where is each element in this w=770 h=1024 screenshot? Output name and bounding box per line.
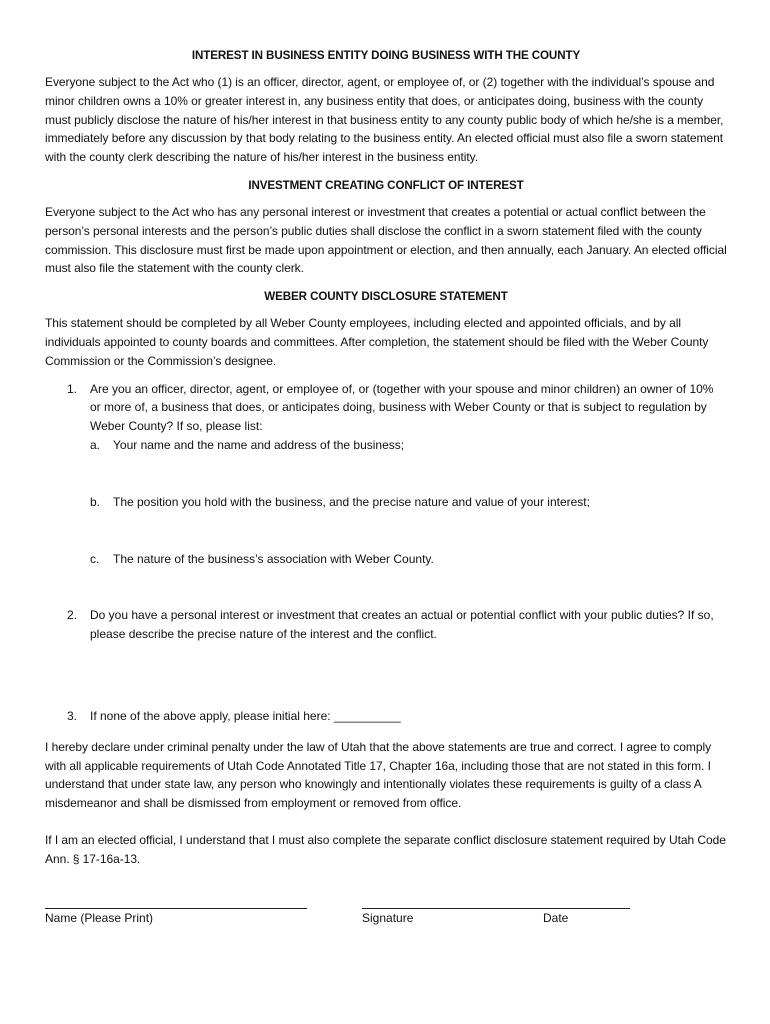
question-text: Are you an officer, director, agent, or employee of, or (together with your spouse and minor children) an owner of 10% or more of, a business that does, or anticipates doing, business with Weber County or that is subject to regulation by Weber County? If so, please list:: [90, 381, 714, 434]
section-body-conflict: Everyone subject to the Act who has any personal interest or investment that creates a potential or actual conflict between the person’s personal interests and the person’s public duties shall disclose the conflict in a sworn statement filed with the county commission. This disclosure must first be made upon appointment or election, and then annually, each January. An elected official must also file the statement with the county clerk.: [45, 204, 727, 276]
question-1-sub-c[interactable]: [90, 550, 727, 569]
section-heading-conflict: INVESTMENT CREATING CONFLICT OF INTEREST: [248, 178, 524, 192]
sub-text: Your name and the name and address of the business;: [113, 437, 405, 452]
sub-text: The position you hold with the business, and the precise nature and value of your interest;: [113, 494, 590, 509]
name-signature-line[interactable]: [45, 896, 307, 909]
question-1: [45, 380, 727, 569]
question-text: If none of the above apply, please initial here: __________: [90, 708, 401, 723]
section-heading-disclosure: WEBER COUNTY DISCLOSURE STATEMENT: [264, 290, 508, 304]
declaration-text: I hereby declare under criminal penalty under the law of Utah that the above statements are true and correct. I agree to comply with all applicable requirements of Utah Code Annotated Title 17, Chapter 16a, including those that are not stated in this form. I understand that under state law, any person who knowingly and intentionally violates these requirements is guilty of a class A misdemeanor and shall be dismissed from employment or removed from office.: [45, 739, 712, 811]
signature-block: [45, 896, 727, 936]
question-list: [45, 380, 727, 726]
sub-label: a.: [90, 437, 101, 452]
question-1-sub-a[interactable]: [90, 436, 727, 455]
sub-label: c.: [90, 551, 100, 566]
signature-label: Signature: [362, 910, 414, 925]
sub-label: b.: [90, 494, 101, 509]
section-body-disclosure: This statement should be completed by all Weber County employees, including elected and appointed officials, and by all individuals appointed to county boards and committees. After completion, the statement should be filed with the Weber County Commission or the Commission’s designee.: [45, 316, 709, 368]
name-label: Name (Please Print): [45, 910, 154, 925]
question-number: 3.: [67, 708, 78, 723]
question-text: Do you have a personal interest or investment that creates an actual or potential conflict with your public duties? If so, please describe the precise nature of the interest and the conflict.: [90, 608, 714, 642]
section-heading-business-entity: INTEREST IN BUSINESS ENTITY DOING BUSINESS WITH THE COUNTY: [191, 49, 581, 62]
question-number: 2.: [67, 608, 78, 623]
section-body-business-entity: Everyone subject to the Act who (1) is an officer, director, agent, or employee of, or (2) together with the individual’s spouse and minor children owns a 10% or greater interest in, any business entity that does, or anticipates doing, business with the county must publicly disclose the nature of his/her interest in that business entity to any county public body of which he/she is a member, immediately before any discussion by that body relating to the business entity. An elected official must also file a sworn statement with the county clerk describing the nature of his/her interest in the business entity.: [45, 75, 724, 165]
question-2[interactable]: [45, 606, 727, 644]
date-label: Date: [543, 910, 569, 925]
disclosure-form: [45, 47, 727, 936]
question-3-initial[interactable]: [45, 707, 727, 726]
signature-line[interactable]: [362, 896, 630, 909]
question-1-sub-b[interactable]: [90, 493, 727, 512]
question-number: 1.: [67, 381, 78, 396]
sub-text: The nature of the business’s association with Weber County.: [113, 551, 434, 566]
elected-official-note: If I am an elected official, I understand that I must also complete the separate conflict disclosure statement required by Utah Code Ann. § 17-16a-13.: [45, 832, 726, 866]
